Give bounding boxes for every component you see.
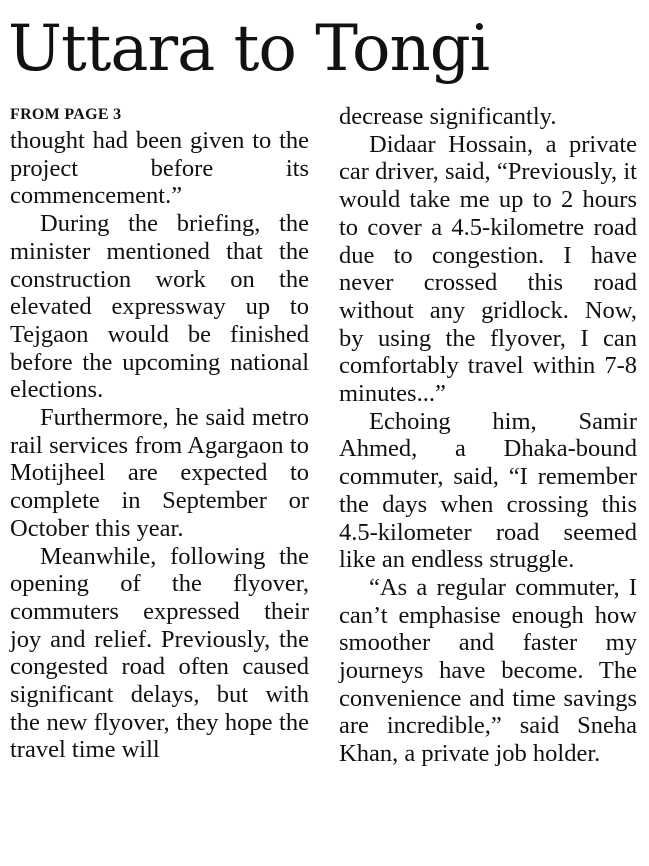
continuation-kicker: FROM PAGE 3 (10, 106, 122, 123)
paragraph: Didaar Hossain, a private car driver, said, “Previously, it would take me up to 2 hours to cover a 4.5-kilometre road due to congestion. I have never crossed this road without any gridlock. Now, by using the flyover, I can comfortably travel within 7-8 minutes...” (339, 130, 637, 408)
paragraph: thought had been given to the project before its commencement.” (10, 127, 309, 210)
headline: Uttara to Tongi (8, 12, 490, 86)
left-column (10, 103, 309, 764)
paragraph: decrease significantly. (339, 103, 557, 130)
paragraph: During the briefing, the minister mentioned that the construction work on the elevated expressway up to Tejgaon would be finished before the upcoming national elections. (10, 210, 309, 404)
paragraph: “As a regular commuter, I can’t emphasise enough how smoother and faster my journeys have become. The convenience and time savings are incredible,” said Sneha Khan, a private job holder. (339, 573, 637, 768)
paragraph: Echoing him, Samir Ahmed, a Dhaka-bound commuter, said, “I remember the days when crossing this 4.5-kilometer road seemed like an endless struggle. (339, 407, 637, 574)
right-column (339, 103, 637, 768)
paragraph: Meanwhile, following the opening of the flyover, commuters expressed their joy and relief. Previously, the congested road often caused significant delays, but with the new flyover, they hope the travel time will (10, 542, 309, 764)
paragraph: Furthermore, he said metro rail services from Agargaon to Motijheel are expected to complete in September or October this year. (10, 404, 309, 542)
